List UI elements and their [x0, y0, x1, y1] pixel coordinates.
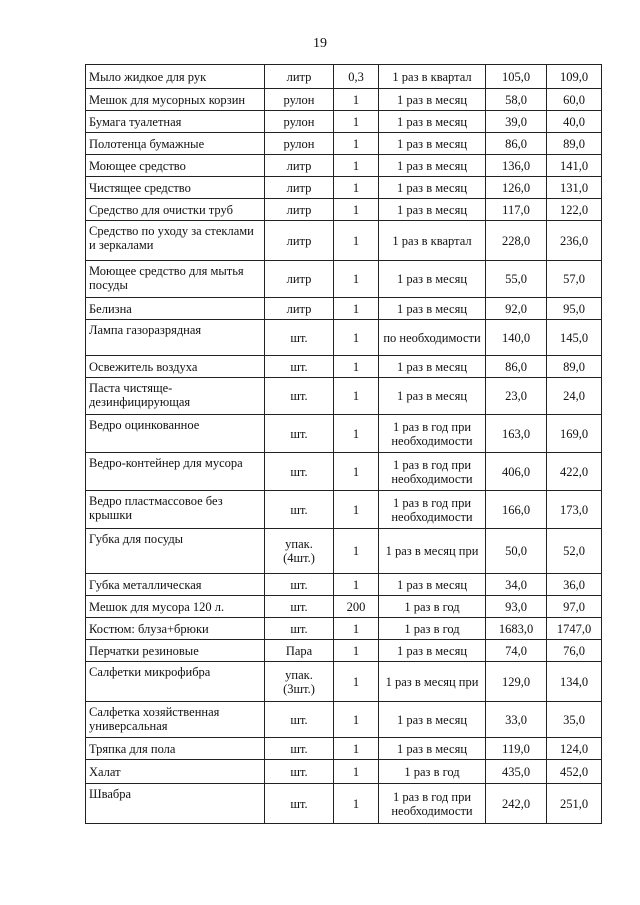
item-name-cell: Бумага туалетная — [86, 111, 265, 133]
quantity-cell: 1 — [334, 618, 379, 640]
table-row — [86, 702, 602, 738]
price-cell-1: 39,0 — [486, 111, 547, 133]
price-cell-1: 1683,0 — [486, 618, 547, 640]
price-cell-1: 129,0 — [486, 662, 547, 702]
quantity-cell: 1 — [334, 133, 379, 155]
unit-cell: Пара — [265, 640, 334, 662]
frequency-cell: 1 раз в месяц — [379, 111, 486, 133]
unit-cell: упак. (4шт.) — [265, 529, 334, 574]
price-cell-2: 89,0 — [547, 356, 602, 378]
price-cell-1: 406,0 — [486, 453, 547, 491]
quantity-cell: 1 — [334, 738, 379, 760]
price-cell-2: 60,0 — [547, 89, 602, 111]
item-name-cell: Паста чистяще-дезинфицирующая — [86, 378, 265, 415]
price-cell-1: 117,0 — [486, 199, 547, 221]
frequency-cell: по необходимости — [379, 320, 486, 356]
quantity-cell: 1 — [334, 89, 379, 111]
frequency-cell: 1 раз в месяц — [379, 155, 486, 177]
item-name-cell: Средство для очистки труб — [86, 199, 265, 221]
table-row — [86, 356, 602, 378]
price-cell-1: 34,0 — [486, 574, 547, 596]
quantity-cell: 0,3 — [334, 65, 379, 89]
table-row — [86, 738, 602, 760]
table-row — [86, 618, 602, 640]
items-table-body — [86, 65, 602, 824]
table-row — [86, 529, 602, 574]
price-cell-1: 166,0 — [486, 491, 547, 529]
quantity-cell: 1 — [334, 221, 379, 261]
page-number: 19 — [313, 36, 327, 51]
unit-cell: шт. — [265, 415, 334, 453]
quantity-cell: 1 — [334, 415, 379, 453]
frequency-cell: 1 раз в год при необходимости — [379, 415, 486, 453]
frequency-cell: 1 раз в месяц — [379, 574, 486, 596]
quantity-cell: 200 — [334, 596, 379, 618]
quantity-cell: 1 — [334, 640, 379, 662]
frequency-cell: 1 раз в месяц — [379, 89, 486, 111]
unit-cell: рулон — [265, 111, 334, 133]
table-row — [86, 261, 602, 298]
unit-cell: шт. — [265, 596, 334, 618]
item-name-cell: Лампа газоразрядная — [86, 320, 265, 356]
frequency-cell: 1 раз в месяц — [379, 177, 486, 199]
quantity-cell: 1 — [334, 356, 379, 378]
unit-cell: литр — [265, 65, 334, 89]
items-table — [85, 64, 602, 824]
table-row — [86, 491, 602, 529]
price-cell-1: 228,0 — [486, 221, 547, 261]
quantity-cell: 1 — [334, 261, 379, 298]
price-cell-1: 55,0 — [486, 261, 547, 298]
item-name-cell: Губка металлическая — [86, 574, 265, 596]
unit-cell: шт. — [265, 356, 334, 378]
price-cell-2: 40,0 — [547, 111, 602, 133]
item-name-cell: Чистящее средство — [86, 177, 265, 199]
frequency-cell: 1 раз в год при необходимости — [379, 491, 486, 529]
unit-cell: шт. — [265, 378, 334, 415]
frequency-cell: 1 раз в месяц — [379, 298, 486, 320]
quantity-cell: 1 — [334, 702, 379, 738]
price-cell-2: 134,0 — [547, 662, 602, 702]
price-cell-1: 119,0 — [486, 738, 547, 760]
price-cell-2: 122,0 — [547, 199, 602, 221]
table-row — [86, 574, 602, 596]
price-cell-2: 131,0 — [547, 177, 602, 199]
table-row — [86, 596, 602, 618]
price-cell-1: 242,0 — [486, 784, 547, 824]
frequency-cell: 1 раз в месяц при — [379, 529, 486, 574]
frequency-cell: 1 раз в месяц — [379, 199, 486, 221]
item-name-cell: Губка для посуды — [86, 529, 265, 574]
frequency-cell: 1 раз в месяц — [379, 640, 486, 662]
price-cell-2: 24,0 — [547, 378, 602, 415]
quantity-cell: 1 — [334, 177, 379, 199]
unit-cell: литр — [265, 199, 334, 221]
price-cell-2: 236,0 — [547, 221, 602, 261]
unit-cell: литр — [265, 177, 334, 199]
unit-cell: шт. — [265, 491, 334, 529]
price-cell-2: 251,0 — [547, 784, 602, 824]
price-cell-1: 140,0 — [486, 320, 547, 356]
unit-cell: шт. — [265, 574, 334, 596]
item-name-cell: Тряпка для пола — [86, 738, 265, 760]
price-cell-1: 50,0 — [486, 529, 547, 574]
item-name-cell: Перчатки резиновые — [86, 640, 265, 662]
quantity-cell: 1 — [334, 320, 379, 356]
item-name-cell: Освежитель воздуха — [86, 356, 265, 378]
price-cell-1: 126,0 — [486, 177, 547, 199]
unit-cell: шт. — [265, 618, 334, 640]
item-name-cell: Костюм: блуза+брюки — [86, 618, 265, 640]
table-row — [86, 111, 602, 133]
quantity-cell: 1 — [334, 111, 379, 133]
item-name-cell: Полотенца бумажные — [86, 133, 265, 155]
price-cell-1: 23,0 — [486, 378, 547, 415]
item-name-cell: Мешок для мусора 120 л. — [86, 596, 265, 618]
quantity-cell: 1 — [334, 529, 379, 574]
item-name-cell: Моющее средство для мытья посуды — [86, 261, 265, 298]
table-row — [86, 320, 602, 356]
price-cell-1: 86,0 — [486, 356, 547, 378]
item-name-cell: Мыло жидкое для рук — [86, 65, 265, 89]
quantity-cell: 1 — [334, 574, 379, 596]
price-cell-2: 36,0 — [547, 574, 602, 596]
frequency-cell: 1 раз в квартал — [379, 221, 486, 261]
table-row — [86, 640, 602, 662]
price-cell-1: 93,0 — [486, 596, 547, 618]
frequency-cell: 1 раз в месяц — [379, 356, 486, 378]
price-cell-1: 33,0 — [486, 702, 547, 738]
quantity-cell: 1 — [334, 199, 379, 221]
unit-cell: литр — [265, 261, 334, 298]
price-cell-2: 35,0 — [547, 702, 602, 738]
frequency-cell: 1 раз в месяц при — [379, 662, 486, 702]
table-row — [86, 415, 602, 453]
table-row — [86, 662, 602, 702]
quantity-cell: 1 — [334, 784, 379, 824]
price-cell-1: 86,0 — [486, 133, 547, 155]
unit-cell: рулон — [265, 89, 334, 111]
price-cell-2: 169,0 — [547, 415, 602, 453]
price-cell-2: 141,0 — [547, 155, 602, 177]
table-row — [86, 453, 602, 491]
unit-cell: литр — [265, 221, 334, 261]
table-row — [86, 155, 602, 177]
item-name-cell: Салфетки микрофибра — [86, 662, 265, 702]
quantity-cell: 1 — [334, 453, 379, 491]
frequency-cell: 1 раз в год при необходимости — [379, 784, 486, 824]
price-cell-1: 435,0 — [486, 760, 547, 784]
table-row — [86, 221, 602, 261]
price-cell-2: 97,0 — [547, 596, 602, 618]
price-cell-2: 52,0 — [547, 529, 602, 574]
unit-cell: шт. — [265, 453, 334, 491]
item-name-cell: Ведро оцинкованное — [86, 415, 265, 453]
frequency-cell: 1 раз в год — [379, 618, 486, 640]
item-name-cell: Белизна — [86, 298, 265, 320]
item-name-cell: Швабра — [86, 784, 265, 824]
price-cell-2: 124,0 — [547, 738, 602, 760]
item-name-cell: Моющее средство — [86, 155, 265, 177]
unit-cell: шт. — [265, 738, 334, 760]
table-row — [86, 65, 602, 89]
price-cell-1: 105,0 — [486, 65, 547, 89]
price-cell-2: 422,0 — [547, 453, 602, 491]
price-cell-1: 163,0 — [486, 415, 547, 453]
quantity-cell: 1 — [334, 760, 379, 784]
table-row — [86, 133, 602, 155]
frequency-cell: 1 раз в месяц — [379, 702, 486, 738]
table-row — [86, 89, 602, 111]
frequency-cell: 1 раз в месяц — [379, 133, 486, 155]
quantity-cell: 1 — [334, 491, 379, 529]
price-cell-2: 95,0 — [547, 298, 602, 320]
unit-cell: рулон — [265, 133, 334, 155]
unit-cell: литр — [265, 298, 334, 320]
price-cell-1: 74,0 — [486, 640, 547, 662]
unit-cell: шт. — [265, 702, 334, 738]
item-name-cell: Халат — [86, 760, 265, 784]
table-row — [86, 298, 602, 320]
quantity-cell: 1 — [334, 378, 379, 415]
frequency-cell: 1 раз в год — [379, 596, 486, 618]
item-name-cell: Ведро-контейнер для мусора — [86, 453, 265, 491]
price-cell-2: 173,0 — [547, 491, 602, 529]
quantity-cell: 1 — [334, 298, 379, 320]
table-row — [86, 784, 602, 824]
frequency-cell: 1 раз в год при необходимости — [379, 453, 486, 491]
item-name-cell: Средство по уходу за стеклами и зеркалами — [86, 221, 265, 261]
price-cell-2: 452,0 — [547, 760, 602, 784]
table-row — [86, 177, 602, 199]
quantity-cell: 1 — [334, 155, 379, 177]
unit-cell: шт. — [265, 760, 334, 784]
price-cell-2: 76,0 — [547, 640, 602, 662]
frequency-cell: 1 раз в год — [379, 760, 486, 784]
price-cell-2: 57,0 — [547, 261, 602, 298]
price-cell-1: 136,0 — [486, 155, 547, 177]
unit-cell: шт. — [265, 784, 334, 824]
frequency-cell: 1 раз в месяц — [379, 378, 486, 415]
frequency-cell: 1 раз в месяц — [379, 261, 486, 298]
price-cell-2: 145,0 — [547, 320, 602, 356]
price-cell-1: 58,0 — [486, 89, 547, 111]
table-row — [86, 760, 602, 784]
unit-cell: шт. — [265, 320, 334, 356]
frequency-cell: 1 раз в квартал — [379, 65, 486, 89]
price-cell-2: 89,0 — [547, 133, 602, 155]
item-name-cell: Мешок для мусорных корзин — [86, 89, 265, 111]
item-name-cell: Салфетка хозяйственная универсальная — [86, 702, 265, 738]
price-cell-2: 1747,0 — [547, 618, 602, 640]
quantity-cell: 1 — [334, 662, 379, 702]
table-row — [86, 199, 602, 221]
table-row — [86, 378, 602, 415]
unit-cell: упак. (3шт.) — [265, 662, 334, 702]
item-name-cell: Ведро пластмассовое без крышки — [86, 491, 265, 529]
price-cell-2: 109,0 — [547, 65, 602, 89]
price-cell-1: 92,0 — [486, 298, 547, 320]
unit-cell: литр — [265, 155, 334, 177]
frequency-cell: 1 раз в месяц — [379, 738, 486, 760]
